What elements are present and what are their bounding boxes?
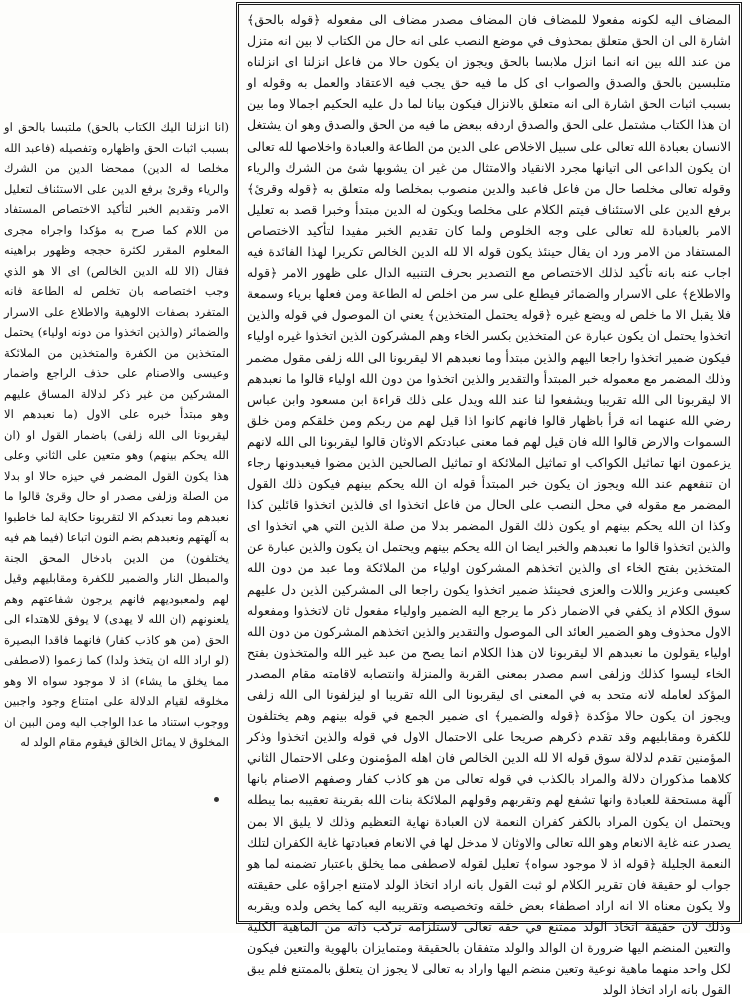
main-commentary-frame (236, 2, 742, 998)
margin-paragraph: (انا انزلنا اليك الكتاب بالحق) ملتبسا بالحق او بسبب اثبات الحق واظهاره وتفصيله (فاعبد الله مخلصا له الدين) ممحضا الدين من الشرك والرياء وقرئ برفع الدين على الاستئناف لتعليل الامر وتقديم الخبر لتأكيد الاختصاص المستفاد من اللام كما صرح به مؤكدا واجراه مجرى المعلوم المقرر لكثرة حججه وظهور براهينه فقال (الا لله الدين الخالص) اى الا هو الذي وجب اختصاصه بان تخلص له الطاعة فانه المتفرد بصفات الالوهية والاطلاع على الاسرار والضمائر (والذين اتخذوا من دونه اولياء) يحتمل المتخذين من الكفرة والمتخذين من الملائكة وعيسى والاصنام على حذف الراجع واضمار المشركين من غير ذكر لدلالة المساق عليهم وهو مبتدأ خبره على الاول (ما نعبدهم الا ليقربونا الى الله زلفى) باضمار القول او (ان الله يحكم بينهم) وهو متعين على الثاني وعلى هذا يكون القول المضمر في حيزه حالا او بدلا من الصلة وزلفى مصدر او حال وقرئ قالوا ما نعبدهم وما نعبدكم الا لتقربونا حكاية لما خاطبوا به آلهتهم ونعبدهم بضم النون اتباعا (فيما هم فيه يختلفون) من الدين بادخال المحق الجنة والمبطل النار والضمير للكفرة ومقابليهم وقيل لهم ولمعبوديهم فانهم يرجون شفاعتهم وهم يلعنونهم (ان الله لا يهدى) لا يوفق للاهتداء الى الحق (من هو كاذب كفار) فانهما فاقدا البصيرة (لو اراد الله ان يتخذ ولدا) كما زعموا (لاصطفى مما يخلق ما يشاء) اذ لا موجود سواه الا وهو مخلوقه لقيام الدلالة على امتناع وجود واجبين ووجوب استناد ما عدا الواجب اليه ومن البين ان المخلوق لا يماثل الخالق فيقوم مقام الولد له (4, 120, 229, 749)
margin-gloss-column (4, 117, 229, 907)
ink-dot-mark (214, 797, 219, 802)
main-paragraph: المضاف اليه لكونه مفعولا للمضاف فان المضاف مصدر مضاف الى مفعوله ﴿قوله بالحق﴾ اشارة الى ان الحق متعلق بمحذوف في موضع النصب على انه حال من الكتاب لا بين انه متزل من عند الله بين انه انما انزل ملابسا بالحق ويجوز ان يكون حالا من فاعل انزلنا اى انزلناه متلبسين بالحق والصدق والصواب اى كل ما فيه حق يجب فيه الاعتقاد والعمل به وقوله او بسبب اثبات الحق اشارة الى انه متعلق بالانزال فيكون بيانا لما دل عليه الحكيم اجمالا وما بين ان هذا الكتاب مشتمل على الحق والصدق اردفه ببعض ما فيه من الحق والصدق وهو ان يشتغل الانسان بعبادة الله تعالى على سبيل الاخلاص على الدين من الطاعة والعبادة واخلاصها لله تعالى ان يكون الداعى الى اتيانها مجرد الانقياد والامتثال من غير ان يشوبها شئ من الشرك والرياء وقوله تعالى مخلصا حال من فاعل فاعبد والدين منصوب بمخلصا وله متعلق به ﴿قوله وقرئ﴾ برفع الدين على الاستئناف فيتم الكلام على مخلصا ويكون له الدين مبتدأ وخبرا قصد به تعليل الامر بالعبادة لله تعالى على وجه الخلوص ولما كان تقديم الخبر مفيدا لتأكيد الاختصاص المستفاد من الامر ورد ان يقال حينئذ يكون قوله الا لله الدين الخالص تكريرا لهذا الفائدة فيه اجاب عنه بانه تأكيد لذلك الاختصاص مع التصدير بحرف التنبيه الدال على ظهور الامر ﴿قوله والاطلاع﴾ على الاسرار والضمائر فيطلع على سر من اخلص له الطاعة ومن فعلها برياء وسمعة فلا يقبل الا ما خلص له ويضع غيره ﴿قوله يحتمل المتخذين﴾ يعني ان الموصول في قوله والذين اتخذوا يحتمل ان يكون عبارة عن المتخذين بكسر الخاء وهم المشركون الذين اتخذوا غيره اولياء فيكون ضمير اتخذوا راجعا اليهم والذين مبتدأ وما نعبدهم الا ليقربونا الى الله زلفى مقول مضمر وذلك المضمر مع معموله خبر المبتدأ والتقدير والذين اتخذوا من دون الله اولياء قالوا ما نعبدهم الا ليقربونا الى الله تقريبا ويشفعوا لنا عند الله ويدل على ذلك قراءة ابن مسعود وابن عباس رضي الله عنهما انه قرأ باظهار قالوا فانهم كانوا اذا قيل لهم من ربكم ومن خلقكم ومن خلق السموات والارض قالوا الله فان قيل لهم فما معنى عبادتكم الاوثان قالوا ليقربونا الى الله لانهم يزعمون انها تماثيل الكواكب او تماثيل الملائكة او تماثيل الصالحين الذين مضوا فيعبدونها رجاء ان تنفعهم عند الله ويجوز ان يكون خبر المبتدأ قوله ان الله يحكم بينهم فيكون ذلك القول المضمر مع مقوله في محل النصب على الحال من فاعل اتخذوا اى فالذين اتخذوا قائلين كذا وكذا ان الله يحكم بينهم او يكون ذلك القول المضمر بدلا من صلة الذين التي هي اتخذوا اى والذين اتخذوا قالوا ما نعبدهم والخبر ايضا ان الله يحكم بينهم ويحتمل ان يكون والذين عبارة عن المتخذين بفتح الخاء اى والذين اتخذهم المشركون اولياء من الملائكة وما عبد من دون الله كعيسى وعزير واللات والعزى فحينئذ ضمير اتخذوا يكون راجعا الى المشركين الذين دل عليهم سوق الكلام اذ يكفي في الاضمار ذكر ما يرجع اليه الضمير واولياء مفعول ثان لاتخذوا ومفعوله الاول محذوف وهو الضمير العائد الى الموصول والتقدير والذين اتخذهم المشركون من دون الله اولياء يقولون ما نعبدهم الا ليقربونا لان هذا الكلام انما يصح من عبد غير الله والمتخذون بفتح الخاء ليسوا كذلك وزلفى اسم مصدر بمعنى القربة والمنزلة وانتصابه لاقامته مقام المصدر المؤكد لعامله لانه متحد به في المعنى اى ليقربونا الى الله تقريبا او ليزلفونا الى الله زلفى ويجوز ان يكون حالا مؤكدة ﴿قوله والضمير﴾ اى ضمير الجمع في قوله بينهم وهم يختلفون للكفرة ومقابليهم وقد تقدم ذكرهم صريحا على الاحتمال الاول في قوله والذين اتخذوا وذكر المؤمنين تقدم لدلالة سوق قوله الا لله الدين الخالص فان اهله المؤمنون وعلى الاحتمال الثاني كلاهما مذكوران دلالة والمراد بالكذب في قوله تعالى من هو كاذب كفار وصفهم الاصنام بانها آلهة مستحقة للعبادة وانها تشفع لهم وتقربهم وقولهم الملائكة بنات الله بقرينة تعقيبه بما يبطله ويحتمل ان يكون المراد بالكفر كفران النعمة لان العبادة نهاية التعظيم وذلك لا يليق الا بمن يصدر عنه غاية الانعام وهو الله تعالى والاوثان لا مدخل لها في الانعام فعبادتها غاية الكفران لتلك النعمة الجليلة ﴿قوله اذ لا موجود سواه﴾ تعليل لقوله لاصطفى مما يخلق باعتبار تضمنه لما هو جواب لو حقيقة فان تقرير الكلام لو ثبت القول بانه اراد اتخاذ الولد لامتنع اجراؤه على حقيقته ولا يكون معناه الا انه اراد اصطفاء بعض خلقه وتخصيصه وتقريبه اليه كما يخص ولده ويقربه وذلك لان حقيقة اتخاذ الولد ممتنع في حقه تعالى لاستلزامه تركب ذاته من الماهية الكلية والتعين المنضم اليها ضرورة ان الوالد والولد متفقان بالحقيقة ومتمايزان بالهوية والتعين فيكون لكل واحد منهما ماهية نوعية وتعين منضم اليها واراد به تعالى لا يجوز ان يتعلق بالممتنع فلم يبق القول بانه اراد اتخاذ الولد (247, 12, 732, 998)
main-commentary-text (247, 9, 731, 1000)
margin-gloss-text (4, 117, 229, 753)
